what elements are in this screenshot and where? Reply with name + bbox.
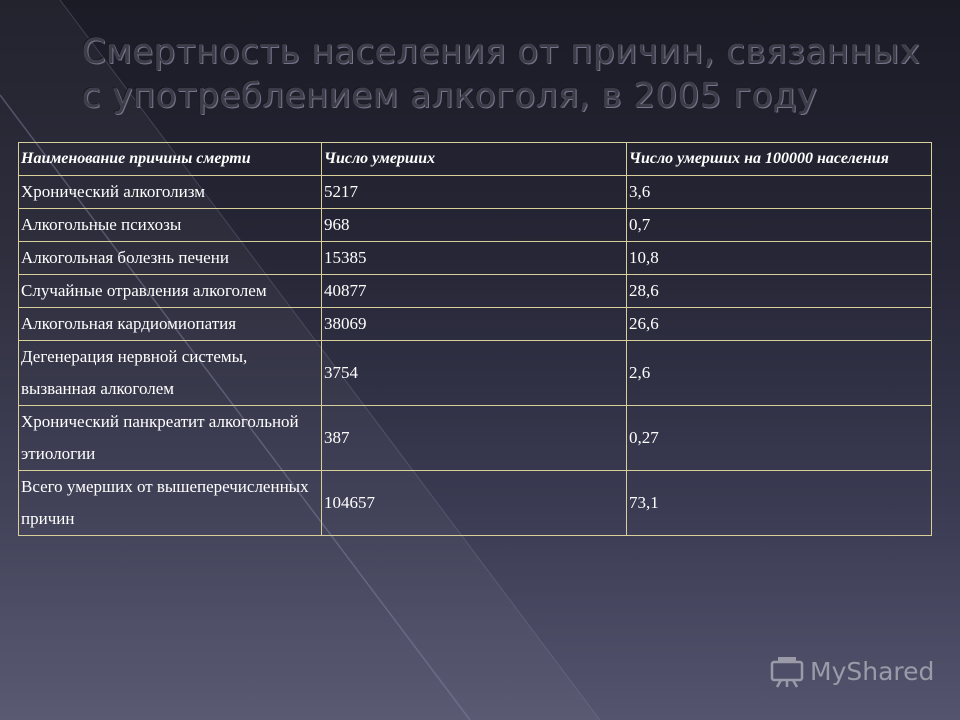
- deaths-cell: 968: [321, 209, 626, 242]
- table-row: [19, 471, 932, 536]
- rate-cell: 2,6: [626, 341, 931, 406]
- table-row: [19, 209, 932, 242]
- deaths-cell: 15385: [321, 242, 626, 275]
- deaths-cell: 38069: [321, 308, 626, 341]
- mortality-table: [18, 142, 932, 536]
- table-row: [19, 308, 932, 341]
- cause-cell: Алкогольные психозы: [19, 209, 322, 242]
- deaths-cell: 5217: [321, 176, 626, 209]
- rate-cell: 0,7: [626, 209, 931, 242]
- deaths-cell: 387: [321, 406, 626, 471]
- deaths-cell: 3754: [321, 341, 626, 406]
- myshared-watermark: [770, 654, 934, 688]
- rate-cell: 28,6: [626, 275, 931, 308]
- cause-cell: Алкогольная кардиомиопатия: [19, 308, 322, 341]
- header-deaths: Число умерших: [321, 143, 626, 176]
- myshared-logo-icon: [770, 654, 804, 688]
- rate-cell: 3,6: [626, 176, 931, 209]
- rate-cell: 73,1: [626, 471, 931, 536]
- cause-cell: Хронический алкоголизм: [19, 176, 322, 209]
- rate-cell: 10,8: [626, 242, 931, 275]
- table-header-row: [19, 143, 932, 176]
- header-deaths-per-100000: Число умерших на 100000 населения: [626, 143, 931, 176]
- table-row: [19, 341, 932, 406]
- rate-cell: 0,27: [626, 406, 931, 471]
- cause-cell: Всего умерших от вышеперечисленных причин: [19, 471, 322, 536]
- rate-cell: 26,6: [626, 308, 931, 341]
- cause-cell: Дегенерация нервной системы, вызванная алкоголем: [19, 341, 322, 406]
- deaths-cell: 40877: [321, 275, 626, 308]
- table-row: [19, 275, 932, 308]
- slide-title: [82, 30, 942, 118]
- cause-cell: Алкогольная болезнь печени: [19, 242, 322, 275]
- table-row: [19, 242, 932, 275]
- slide-title-line-1: Смертность населения от причин, связанных: [82, 32, 921, 72]
- table-row: [19, 176, 932, 209]
- myshared-logo-text: MyShared: [810, 656, 935, 686]
- cause-cell: Хронический панкреатит алкогольной этиологии: [19, 406, 322, 471]
- deaths-cell: 104657: [321, 471, 626, 536]
- table-row: [19, 406, 932, 471]
- header-cause: Наименование причины смерти: [19, 143, 322, 176]
- slide-title-line-2: с употреблением алкоголя, в 2005 году: [82, 76, 818, 116]
- cause-cell: Случайные отравления алкоголем: [19, 275, 322, 308]
